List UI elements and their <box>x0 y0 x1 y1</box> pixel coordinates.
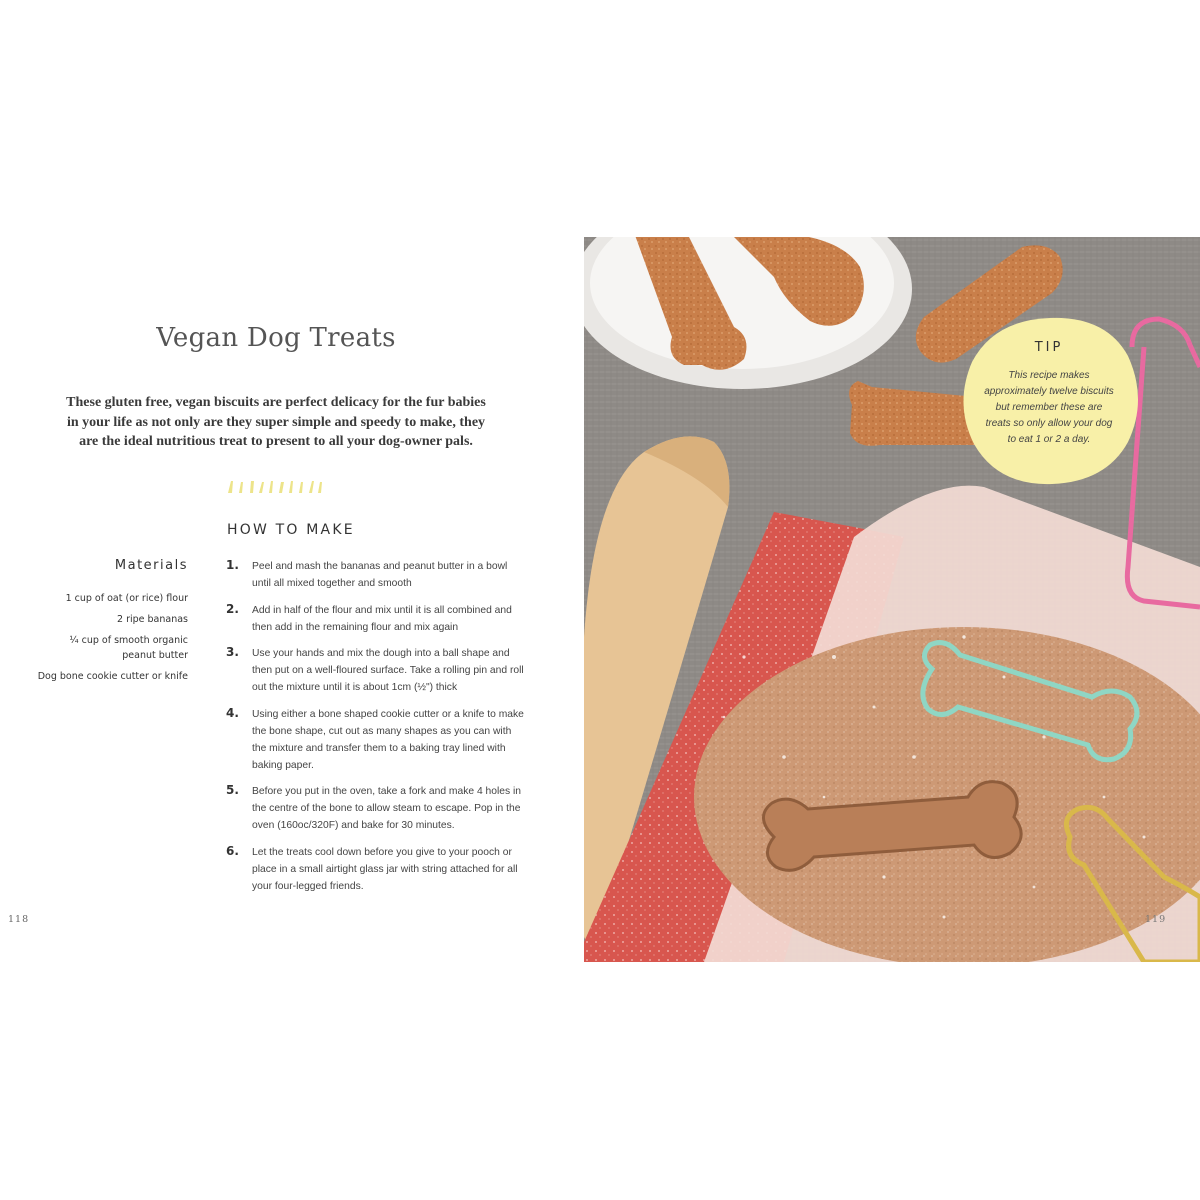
step-item <box>226 706 526 774</box>
recipe-intro: These gluten free, vegan biscuits are perfect delicacy for the fur babies in your life as not only are they super simple and speedy to make, they are the ideal nutritious treat to present to all your dog-owner pals. <box>66 395 486 449</box>
step-text: Peel and mash the bananas and peanut butter in a bowl until all mixed together and smooth <box>252 561 508 589</box>
step-text: Using either a bone shaped cookie cutter or a knife to make the bone shape, cut out as many shapes as you can with the mixture and transfer them to a baking tray lined with baking paper. <box>252 708 524 771</box>
materials-item: 2 ripe bananas <box>117 614 188 625</box>
step-item <box>226 558 526 592</box>
step-number: 2. <box>226 601 239 616</box>
step-number: 1. <box>226 558 239 572</box>
steps-list <box>226 558 526 904</box>
step-text: Use your hands and mix the dough into a ball shape and then put on a well-floured surface. Take a rolling pin and roll out the mixture until it is about 1cm (½") thick <box>252 648 524 693</box>
decorative-divider-icon <box>226 478 326 496</box>
materials-item: Dog bone cookie cutter or knife <box>37 670 188 682</box>
materials-list <box>20 592 188 691</box>
materials-item: ¼ cup of smooth organic peanut butter <box>69 635 188 661</box>
step-text: Add in half of the flour and mix until it is all combined and then add in the remaining flour and mix again <box>252 604 512 633</box>
step-item <box>226 783 526 834</box>
step-number: 6. <box>226 843 239 858</box>
step-item <box>226 602 526 636</box>
step-number: 4. <box>226 705 239 720</box>
step-number: 3. <box>226 645 239 659</box>
page-number-left: 118 <box>8 914 30 925</box>
tip-text: This recipe makes approximately twelve biscuits but remember these are treats so only allow your dog to eat 1 or 2 a day. <box>984 370 1114 445</box>
page-number-right: 119 <box>1145 914 1167 925</box>
step-text: Let the treats cool down before you give to your pooch or place in a small airtight glass jar with string attached for all your four-legged friends. <box>252 846 518 892</box>
step-text: Before you put in the oven, take a fork and make 4 holes in the centre of the bone to allow steam to escape. Pop in the oven (160oc/320F) and bake for 30 minutes. <box>252 786 522 831</box>
materials-item: 1 cup of oat (or rice) flour <box>65 593 188 604</box>
tip-heading: TIP <box>1034 340 1064 355</box>
step-item <box>226 844 526 895</box>
materials-heading: Materials <box>114 558 188 573</box>
how-to-make-heading: HOW TO MAKE <box>227 522 355 538</box>
step-item <box>226 645 526 696</box>
recipe-title: Vegan Dog Treats <box>156 323 396 353</box>
step-number: 5. <box>226 783 239 797</box>
